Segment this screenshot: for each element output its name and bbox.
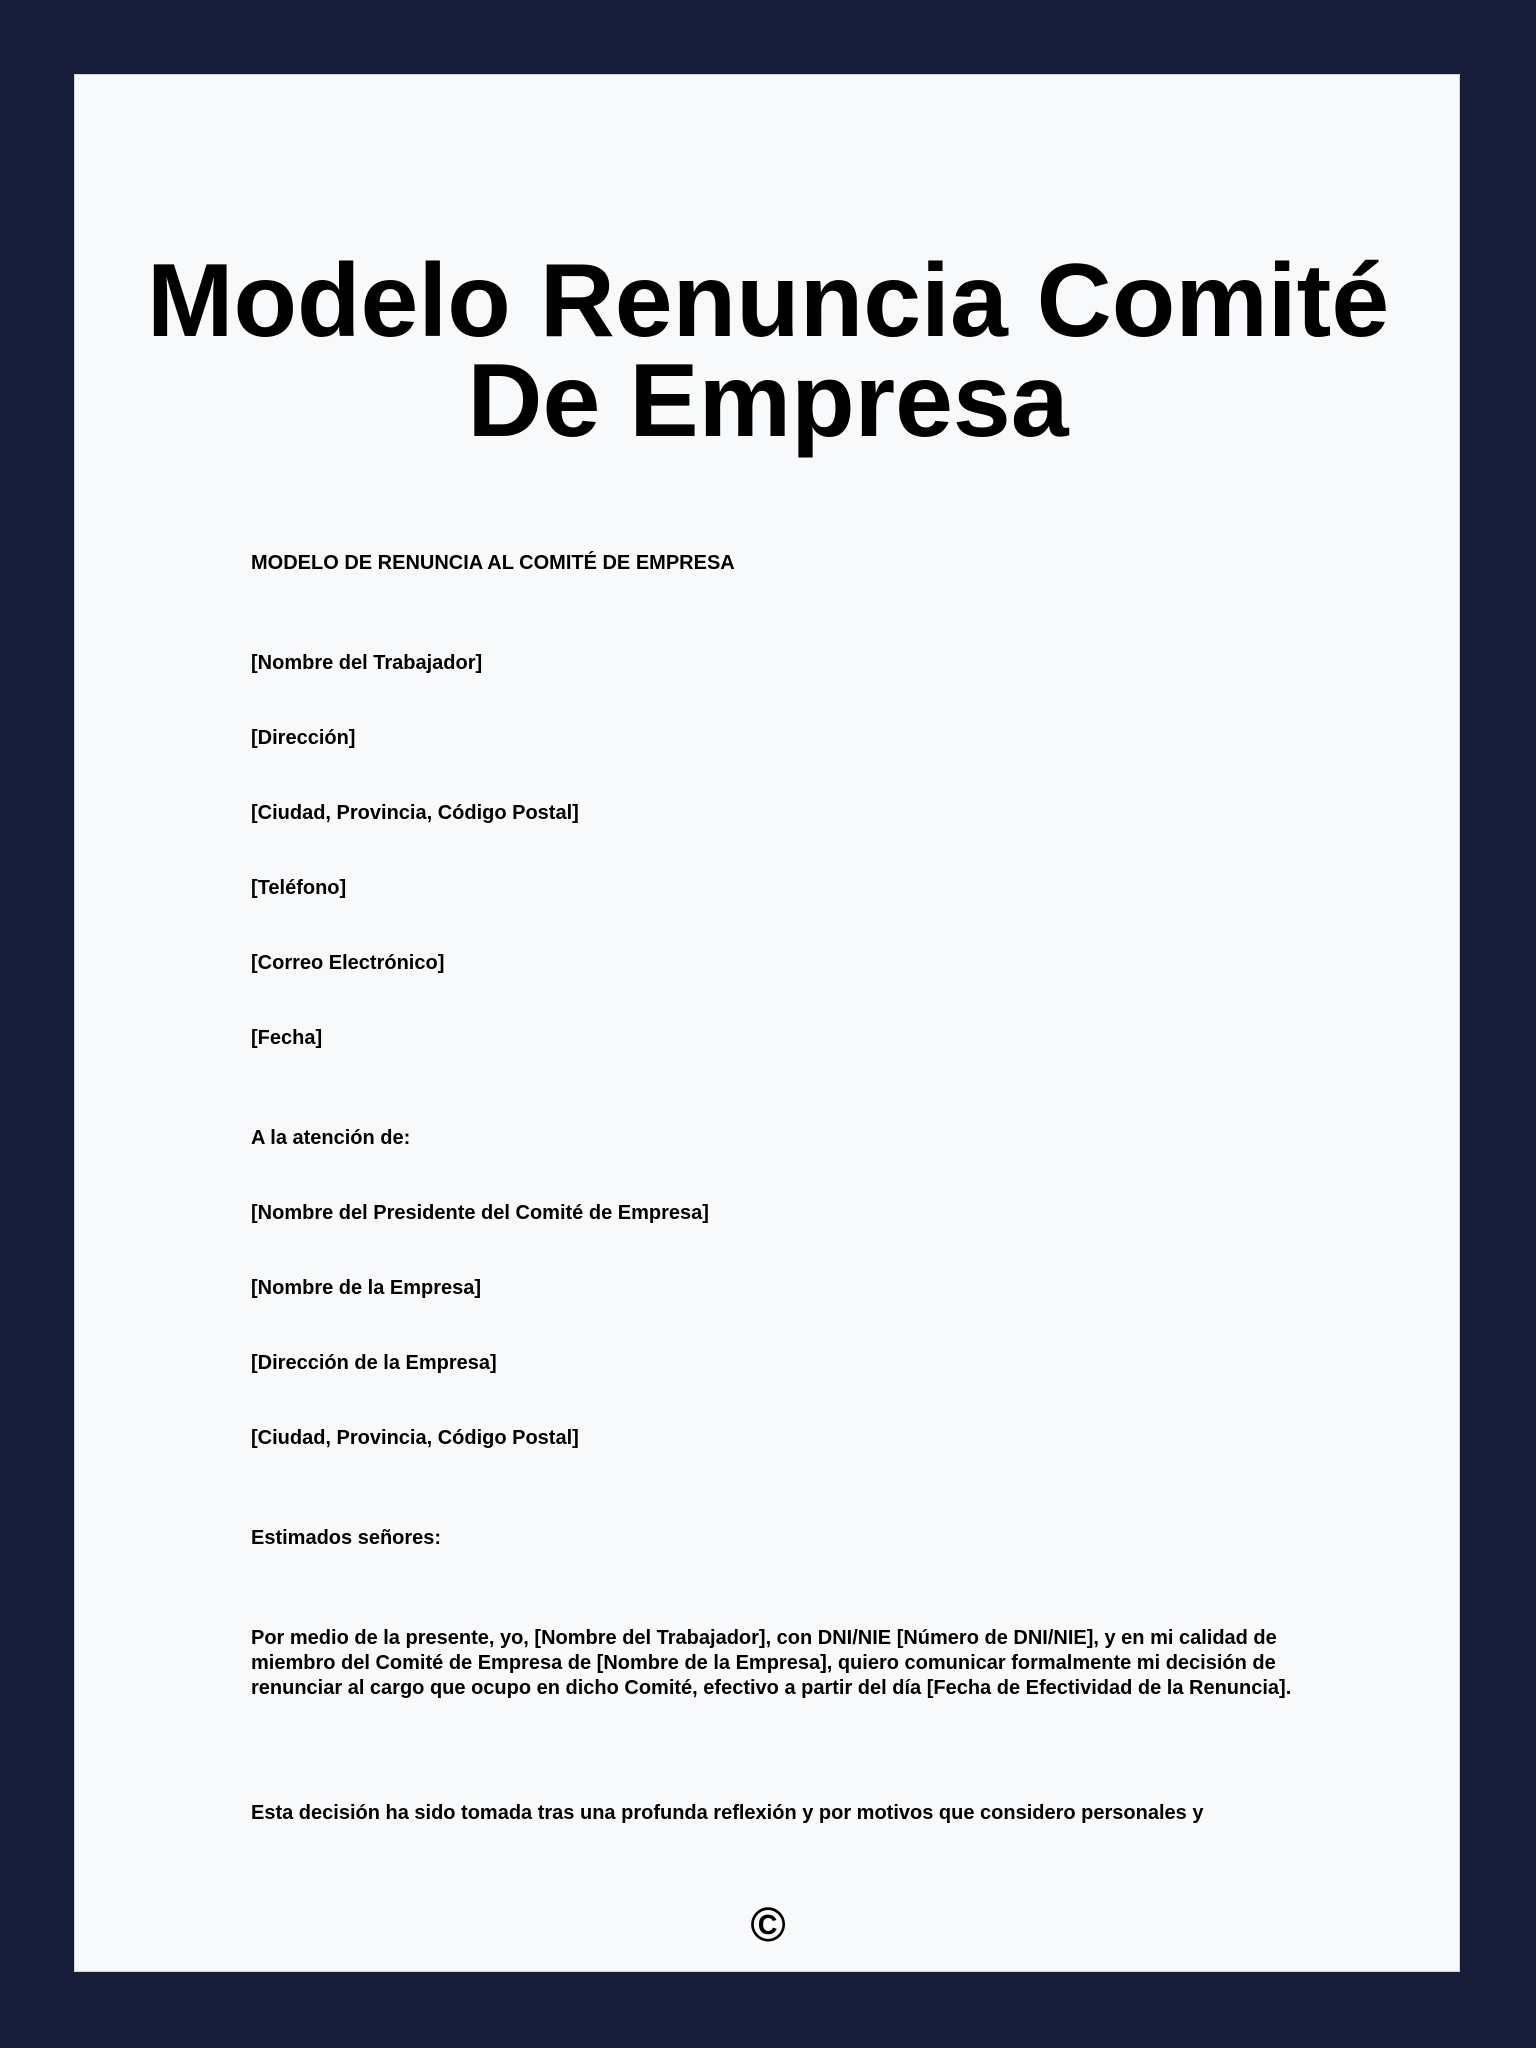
sender-email: [Correo Electrónico] [251, 952, 445, 974]
body-paragraph: Por medio de la presente, yo, [Nombre del Trabajador], con DNI/NIE [Número de DNI/NIE], y en mi calidad de miembro del Comité de Empresa de [Nombre de la Empresa], quiero comunicar formalmente mi decisión de renunciar al cargo que ocupo en dicho Comité, efectivo a partir del día [Fecha de Efectividad de la Renuncia]. [251, 1627, 1292, 1699]
document-title: Modelo Renuncia Comité De Empresa [146, 243, 1390, 459]
sender-city: [Ciudad, Provincia, Código Postal] [251, 802, 579, 824]
document-heading: MODELO DE RENUNCIA AL COMITÉ DE EMPRESA [251, 552, 735, 574]
attention-label: A la atención de: [251, 1127, 411, 1149]
copyright-symbol: © [750, 1899, 786, 1952]
salutation: Estimados señores: [251, 1527, 442, 1549]
recipient-president: [Nombre del Presidente del Comité de Empresa] [251, 1202, 709, 1224]
sender-address: [Dirección] [251, 727, 356, 749]
document-page [74, 74, 1460, 1972]
recipient-address: [Dirección de la Empresa] [251, 1352, 497, 1374]
letter-date: [Fecha] [251, 1027, 323, 1049]
recipient-company: [Nombre de la Empresa] [251, 1277, 482, 1299]
recipient-city: [Ciudad, Provincia, Código Postal] [251, 1427, 579, 1449]
sender-phone: [Teléfono] [251, 877, 347, 899]
sender-name: [Nombre del Trabajador] [251, 652, 483, 674]
body-paragraph-continued: Esta decisión ha sido tomada tras una profunda reflexión y por motivos que considero personales y [251, 1802, 1204, 1824]
